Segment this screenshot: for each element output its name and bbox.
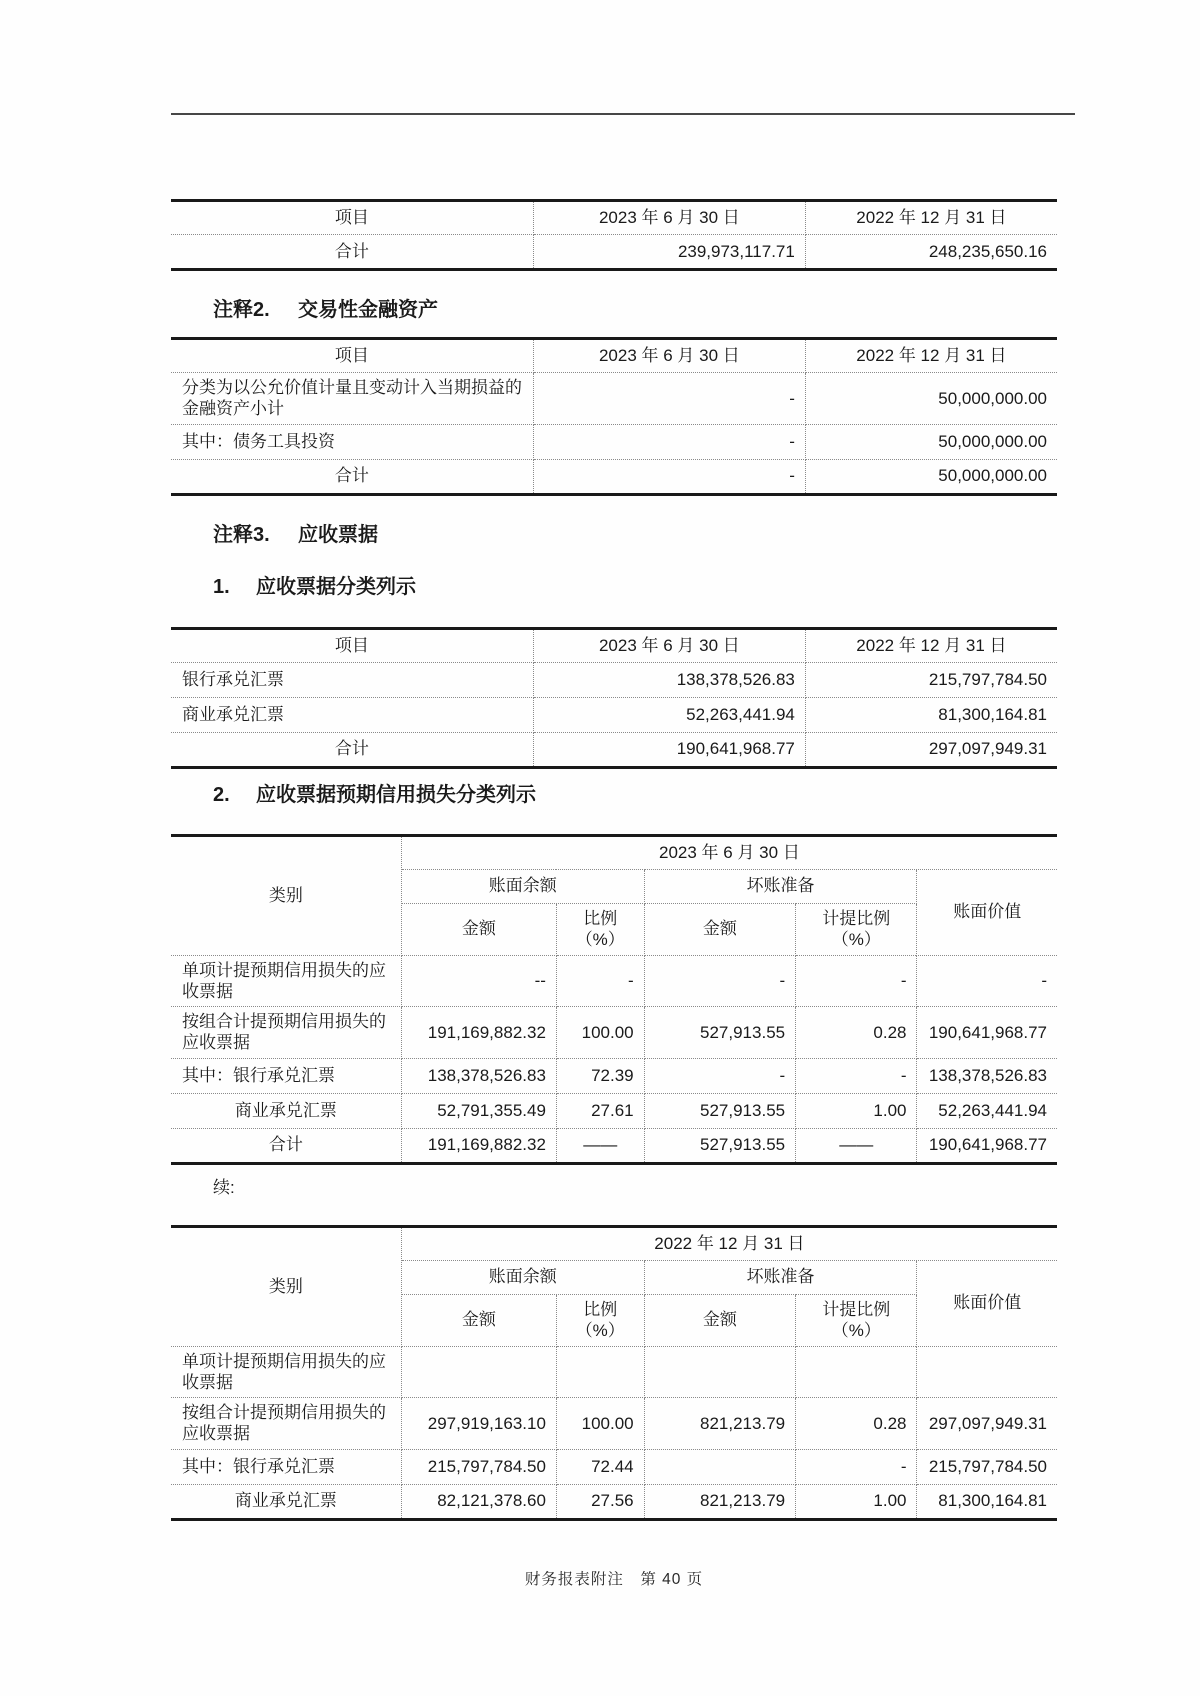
table-row xyxy=(171,1398,1057,1450)
cell-label: 其中：银行承兑汇票 xyxy=(171,1449,401,1484)
ecl-header-book-balance: 账面余额 xyxy=(401,869,644,903)
cell-label: 银行承兑汇票 xyxy=(171,662,533,697)
cell-provision-amount: 527,913.55 xyxy=(644,1093,796,1128)
cell-amount: 215,797,784.50 xyxy=(401,1449,556,1484)
table-row xyxy=(171,235,1057,270)
ecl-header-ratio-line1: 比例 xyxy=(583,908,618,928)
ecl-header-provision-ratio xyxy=(796,1294,917,1346)
ecl-header-category: 类别 xyxy=(171,1226,401,1346)
cell-ratio: 72.44 xyxy=(556,1449,644,1484)
ecl-header-provision-ratio-line1: 计提比例 xyxy=(822,908,891,928)
note3-number: 注释3. xyxy=(213,523,270,546)
ecl-header-amount: 金额 xyxy=(401,1294,556,1346)
cell-book-value: 138,378,526.83 xyxy=(917,1058,1057,1093)
column-header-item: 项目 xyxy=(171,628,533,662)
cell-ratio xyxy=(556,1346,644,1398)
cell-book-value: 52,263,441.94 xyxy=(917,1093,1057,1128)
column-header-2023: 2023 年 6 月 30 日 xyxy=(533,201,805,235)
table-prior-section-total xyxy=(171,199,1057,271)
cell-ratio: 100.00 xyxy=(556,1398,644,1450)
subheading-1 xyxy=(171,574,1057,600)
note3-heading xyxy=(171,522,1057,548)
continuation-label: 续: xyxy=(213,1177,235,1197)
ecl-header-bad-debt-provision: 坏账准备 xyxy=(644,869,917,903)
ecl-header-amount: 金额 xyxy=(401,903,556,955)
cell-2023-value: 138,378,526.83 xyxy=(533,662,805,697)
cell-book-value xyxy=(917,1346,1057,1398)
table-ecl-2022 xyxy=(171,1225,1057,1521)
table-row xyxy=(171,1058,1057,1093)
column-header-2023: 2023 年 6 月 30 日 xyxy=(533,339,805,373)
ecl-header-provision-ratio-line1: 计提比例 xyxy=(822,1299,891,1319)
cell-ratio: 72.39 xyxy=(556,1058,644,1093)
cell-amount: -- xyxy=(401,955,556,1007)
table-row-total xyxy=(171,1128,1057,1163)
ecl-header-provision-ratio xyxy=(796,903,917,955)
cell-2023-value: 239,973,117.71 xyxy=(533,235,805,270)
subheading-2-number: 2. xyxy=(213,783,230,806)
table-row xyxy=(171,662,1057,697)
cell-provision-ratio: —— xyxy=(796,1128,917,1163)
note2-number: 注释2. xyxy=(213,299,270,321)
table-notes-receivable-classes xyxy=(171,627,1057,769)
cell-provision-amount: 527,913.55 xyxy=(644,1007,796,1059)
cell-label: 单项计提预期信用损失的应收票据 xyxy=(171,1346,401,1398)
cell-label: 其中：债务工具投资 xyxy=(171,424,533,459)
ecl-header-bad-debt-provision: 坏账准备 xyxy=(644,1260,917,1294)
note2-heading xyxy=(171,297,1057,323)
cell-label: 合计 xyxy=(171,235,533,270)
ecl-header-provision-ratio-line2: （%） xyxy=(831,930,881,949)
cell-provision-amount: - xyxy=(644,955,796,1007)
cell-ratio: 100.00 xyxy=(556,1007,644,1059)
cell-provision-amount: 527,913.55 xyxy=(644,1128,796,1163)
ecl-header-book-value: 账面价值 xyxy=(917,869,1057,955)
subheading-2 xyxy=(171,782,1057,808)
table-ecl-2023 xyxy=(171,834,1057,1165)
table-row xyxy=(171,955,1057,1007)
cell-label: 合计 xyxy=(171,732,533,767)
cell-provision-ratio xyxy=(796,1346,917,1398)
ecl-header-book-balance: 账面余额 xyxy=(401,1260,644,1294)
cell-amount xyxy=(401,1346,556,1398)
cell-book-value: 190,641,968.77 xyxy=(917,1007,1057,1059)
ecl-header-ratio-line1: 比例 xyxy=(583,1299,618,1319)
cell-2022-value: 248,235,650.16 xyxy=(805,235,1057,270)
cell-2022-value: 215,797,784.50 xyxy=(805,662,1057,697)
table-row xyxy=(171,1449,1057,1484)
cell-label: 合计 xyxy=(171,459,533,494)
cell-2022-value: 50,000,000.00 xyxy=(805,459,1057,494)
ecl-header-ratio-line2: （%） xyxy=(575,930,625,949)
cell-amount: 191,169,882.32 xyxy=(401,1128,556,1163)
ecl-header-ratio xyxy=(556,1294,644,1346)
cell-book-value: 81,300,164.81 xyxy=(917,1484,1057,1519)
cell-label: 其中：银行承兑汇票 xyxy=(171,1058,401,1093)
cell-ratio: - xyxy=(556,955,644,1007)
cell-provision-amount: 821,213.79 xyxy=(644,1398,796,1450)
page-footer: 财务报表附注 第 40 页 xyxy=(524,1570,704,1588)
column-header-item: 项目 xyxy=(171,339,533,373)
cell-book-value: 297,097,949.31 xyxy=(917,1398,1057,1450)
cell-label: 商业承兑汇票 xyxy=(171,1484,401,1519)
cell-provision-ratio: 0.28 xyxy=(796,1007,917,1059)
ecl-header-category: 类别 xyxy=(171,835,401,955)
subheading-1-number: 1. xyxy=(213,575,230,598)
cell-amount: 82,121,378.60 xyxy=(401,1484,556,1519)
cell-ratio: 27.61 xyxy=(556,1093,644,1128)
column-header-item: 项目 xyxy=(171,201,533,235)
cell-2023-value: 52,263,441.94 xyxy=(533,697,805,732)
cell-label: 按组合计提预期信用损失的应收票据 xyxy=(171,1398,401,1450)
ecl-header-book-value: 账面价值 xyxy=(917,1260,1057,1346)
cell-label: 分类为以公允价值计量且变动计入当期损益的金融资产小计 xyxy=(171,373,533,425)
ecl-header-amount: 金额 xyxy=(644,903,796,955)
cell-provision-amount: 821,213.79 xyxy=(644,1484,796,1519)
cell-2022-value: 50,000,000.00 xyxy=(805,424,1057,459)
cell-provision-amount: - xyxy=(644,1058,796,1093)
ecl-header-period: 2022 年 12 月 31 日 xyxy=(401,1226,1057,1260)
cell-2023-value: - xyxy=(533,459,805,494)
cell-book-value: 190,641,968.77 xyxy=(917,1128,1057,1163)
ecl-header-ratio xyxy=(556,903,644,955)
column-header-2022: 2022 年 12 月 31 日 xyxy=(805,339,1057,373)
cell-2023-value: - xyxy=(533,424,805,459)
ecl-header-period: 2023 年 6 月 30 日 xyxy=(401,835,1057,869)
cell-2023-value: - xyxy=(533,373,805,425)
cell-label: 按组合计提预期信用损失的应收票据 xyxy=(171,1007,401,1059)
subheading-1-title: 应收票据分类列示 xyxy=(256,575,416,598)
cell-label: 单项计提预期信用损失的应收票据 xyxy=(171,955,401,1007)
table-row xyxy=(171,1093,1057,1128)
note3-title: 应收票据 xyxy=(298,523,378,546)
cell-ratio: —— xyxy=(556,1128,644,1163)
cell-amount: 138,378,526.83 xyxy=(401,1058,556,1093)
cell-label: 商业承兑汇票 xyxy=(171,1093,401,1128)
ecl-header-provision-ratio-line2: （%） xyxy=(831,1321,881,1340)
column-header-2022: 2022 年 12 月 31 日 xyxy=(805,201,1057,235)
cell-provision-ratio: - xyxy=(796,955,917,1007)
cell-provision-ratio: - xyxy=(796,1058,917,1093)
table-row xyxy=(171,424,1057,459)
ecl-header-ratio-line2: （%） xyxy=(575,1321,625,1340)
table-row xyxy=(171,373,1057,425)
cell-amount: 52,791,355.49 xyxy=(401,1093,556,1128)
cell-2022-value: 81,300,164.81 xyxy=(805,697,1057,732)
cell-2022-value: 50,000,000.00 xyxy=(805,373,1057,425)
cell-provision-ratio: 1.00 xyxy=(796,1484,917,1519)
table-row xyxy=(171,1007,1057,1059)
cell-2022-value: 297,097,949.31 xyxy=(805,732,1057,767)
table-row xyxy=(171,1484,1057,1519)
cell-provision-amount xyxy=(644,1346,796,1398)
table-row-total xyxy=(171,732,1057,767)
cell-ratio: 27.56 xyxy=(556,1484,644,1519)
subheading-2-title: 应收票据预期信用损失分类列示 xyxy=(256,783,536,806)
table-row xyxy=(171,1346,1057,1398)
cell-book-value: - xyxy=(917,955,1057,1007)
cell-label: 合计 xyxy=(171,1128,401,1163)
column-header-2023: 2023 年 6 月 30 日 xyxy=(533,628,805,662)
cell-provision-amount xyxy=(644,1449,796,1484)
note2-title: 交易性金融资产 xyxy=(298,299,438,321)
cell-provision-ratio: 0.28 xyxy=(796,1398,917,1450)
cell-book-value: 215,797,784.50 xyxy=(917,1449,1057,1484)
page-content xyxy=(171,0,1057,1589)
table-row-total xyxy=(171,459,1057,494)
cell-amount: 297,919,163.10 xyxy=(401,1398,556,1450)
column-header-2022: 2022 年 12 月 31 日 xyxy=(805,628,1057,662)
ecl-header-amount: 金额 xyxy=(644,1294,796,1346)
cell-provision-ratio: - xyxy=(796,1449,917,1484)
cell-label: 商业承兑汇票 xyxy=(171,697,533,732)
cell-2023-value: 190,641,968.77 xyxy=(533,732,805,767)
cell-provision-ratio: 1.00 xyxy=(796,1093,917,1128)
table-trading-financial-assets xyxy=(171,337,1057,496)
cell-amount: 191,169,882.32 xyxy=(401,1007,556,1059)
table-row xyxy=(171,697,1057,732)
